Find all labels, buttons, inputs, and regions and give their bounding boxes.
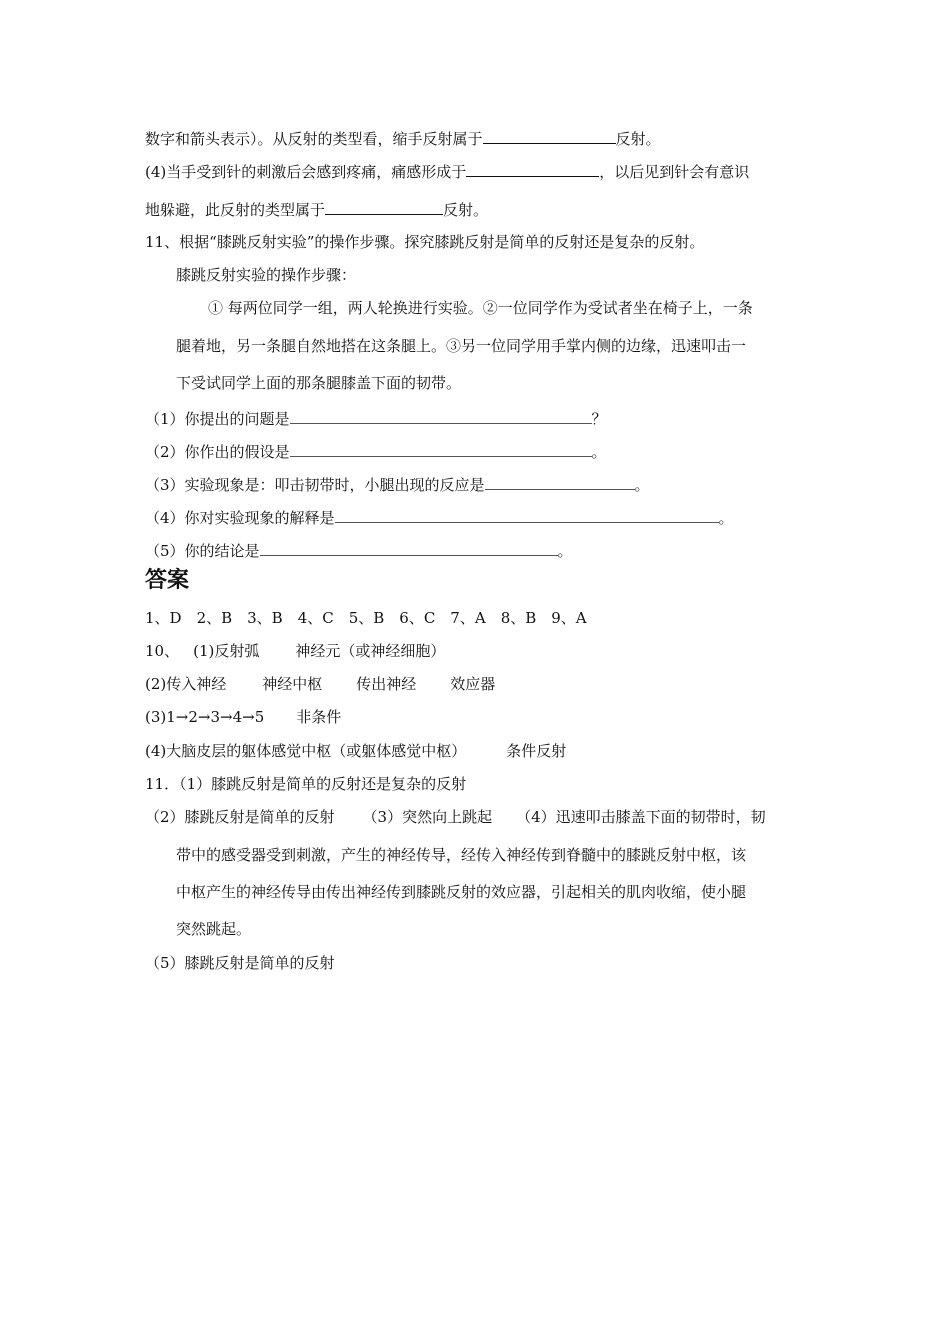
answer-11-4-line3: 中枢产生的神经传导由传出神经传到膝跳反射的效应器，引起相关的肌肉收缩，使小腿: [176, 883, 747, 901]
answer-11-3: （3）突然向上跳起: [362, 808, 493, 826]
q11-sub5-suffix: 。: [557, 542, 573, 560]
answer-blank[interactable]: [335, 506, 719, 523]
q10-line-a: [145, 127, 661, 149]
q11-sub1-suffix: ？: [591, 410, 607, 428]
answer-blank[interactable]: [466, 160, 599, 177]
q11-sub3: [145, 473, 650, 495]
q11-sub5-text: （5）你的结论是: [145, 542, 260, 560]
answer-11-part1: 11．（1）膝跳反射是简单的反射还是复杂的反射: [145, 775, 467, 793]
q10-part4-cont-suffix: 反射。: [443, 201, 489, 219]
answer-10-part3: [145, 707, 341, 727]
answer-blank[interactable]: [290, 440, 592, 457]
answer-11-4-line4: 突然跳起。: [176, 920, 252, 938]
answer-blank[interactable]: [260, 539, 558, 556]
q10-part4-text: (4)当手受到针的刺激后会感到疼痛，痛感形成于: [145, 163, 467, 181]
q11-sub2-text: （2）你作出的假设是: [145, 443, 290, 461]
q11-sub5: [145, 539, 573, 561]
q10-part4: [145, 160, 749, 182]
q11-sub1-text: （1）你提出的问题是: [145, 410, 290, 428]
answer-11-part5: （5）膝跳反射是简单的反射: [145, 954, 335, 972]
answer-10-2b: 神经中枢: [262, 675, 323, 693]
answer-blank[interactable]: [325, 198, 443, 215]
answer-10-part4: [145, 741, 566, 761]
answer-11-2: （2）膝跳反射是简单的反射: [145, 808, 335, 826]
answer-10-part2: [145, 674, 495, 694]
q11-steps-line3: 下受试同学上面的那条腿膝盖下面的韧带。: [176, 374, 462, 392]
q11-sub3-suffix: 。: [634, 476, 650, 494]
answer-11-4-line2: 带中的感受器受到刺激，产生的神经传导，经传入神经传到脊髓中的膝跳反射中枢，该: [176, 846, 747, 864]
answer-10-part1: [145, 641, 445, 661]
q11-sub4: [145, 506, 734, 528]
answer-10-3b: 非条件: [296, 708, 342, 726]
answer-10-2c: 传出神经: [356, 675, 417, 693]
answer-10-4b: 条件反射: [506, 742, 567, 760]
q11-sub2: [145, 440, 607, 462]
answer-11-4: （4）迅速叩击膝盖下面的韧带时，韧: [516, 808, 766, 826]
q11-intro: 11、根据“膝跳反射实验”的操作步骤。探究膝跳反射是简单的反射还是复杂的反射。: [145, 233, 705, 251]
q10-line-a-suffix: 反射。: [615, 130, 661, 148]
answer-10-2d: 效应器: [450, 675, 496, 693]
answer-10-1: (1)反射弧: [193, 642, 260, 660]
q11-sub1: [145, 407, 607, 429]
q11-sub4-text: （4）你对实验现象的解释是: [145, 509, 335, 527]
q11-steps-line1: ① 每两位同学一组，两人轮换进行实验。②一位同学作为受试者坐在椅子上，一条: [208, 299, 753, 317]
answer-10-3: (3)1→2→3→4→5: [145, 708, 265, 726]
answer-blank[interactable]: [290, 407, 592, 424]
answer-11-parts2-4: [145, 807, 766, 827]
answer-10-2: (2)传入神经: [145, 675, 227, 693]
q11-steps-title: 膝跳反射实验的操作步骤：: [176, 266, 357, 284]
answer-10-1b: 神经元（或神经细胞）: [295, 642, 446, 660]
answer-10-4: (4)大脑皮层的躯体感觉中枢（或躯体感觉中枢）: [145, 742, 467, 760]
answers-multiple-choice: 1、D 2、B 3、B 4、C 5、B 6、C 7、A 8、B 9、A: [145, 609, 587, 627]
answers-heading: 答案: [145, 568, 190, 593]
q10-line-a-text: 数字和箭头表示）。从反射的类型看，缩手反射属于: [145, 130, 483, 148]
answer-10-number: 10、: [145, 642, 180, 660]
q10-part4-cont-text: 地躲避，此反射的类型属于: [145, 201, 326, 219]
q10-part4-cont: [145, 198, 488, 220]
answer-blank[interactable]: [485, 473, 635, 490]
q11-steps-line2: 腿着地，另一条腿自然地搭在这条腿上。③另一位同学用手掌内侧的边缘，迅速叩击一: [176, 337, 747, 355]
answer-blank[interactable]: [483, 127, 616, 144]
q11-sub3-text: （3）实验现象是：叩击韧带时，小腿出现的反应是: [145, 476, 485, 494]
q10-part4-suffix: ，以后见到针会有意识: [599, 163, 750, 181]
q11-sub4-suffix: 。: [718, 509, 734, 527]
q11-sub2-suffix: 。: [591, 443, 607, 461]
